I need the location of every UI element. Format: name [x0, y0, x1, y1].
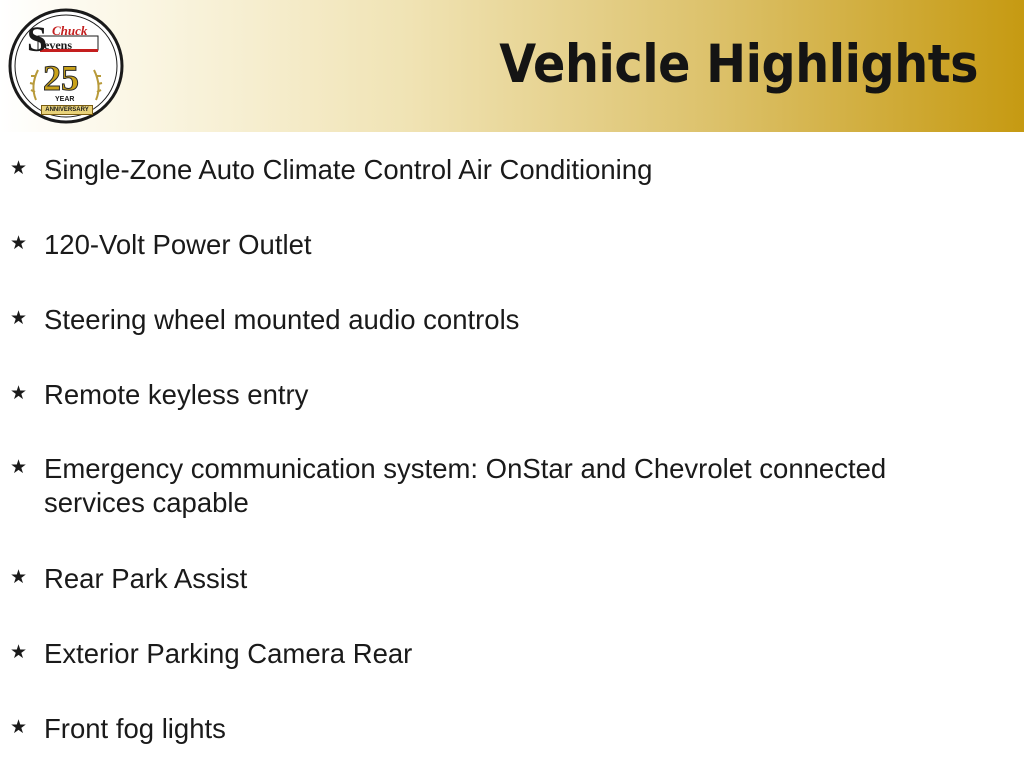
- highlight-text: 120-Volt Power Outlet: [44, 229, 312, 260]
- logo-last-name: tevens: [40, 38, 72, 52]
- highlight-text: Single-Zone Auto Climate Control Air Conditioning: [44, 154, 653, 185]
- logo-anniversary-number: 25: [43, 58, 79, 98]
- star-icon: ★: [10, 157, 28, 179]
- highlight-text: Emergency communication system: OnStar and Chevrolet connected services capable: [44, 453, 887, 518]
- star-icon: ★: [10, 566, 28, 588]
- highlight-text: Remote keyless entry: [44, 379, 309, 410]
- highlight-text: Steering wheel mounted audio controls: [44, 304, 520, 335]
- highlight-text: Exterior Parking Camera Rear: [44, 638, 413, 669]
- highlight-text: Front fog lights: [44, 713, 226, 744]
- logo-year-label: YEAR: [55, 96, 75, 103]
- star-icon: ★: [10, 641, 28, 663]
- header-banner: [0, 0, 1024, 132]
- star-icon: ★: [10, 307, 28, 329]
- star-icon: ★: [10, 456, 28, 478]
- dealer-logo: [8, 8, 124, 124]
- star-icon: ★: [10, 232, 28, 254]
- star-icon: ★: [10, 716, 28, 738]
- logo-initial: S: [27, 19, 48, 59]
- logo-wordmark: [8, 8, 124, 124]
- logo-anniversary-ribbon: ANNIVERSARY: [41, 105, 93, 115]
- logo-first-name: Chuck: [52, 23, 88, 38]
- highlight-text: Rear Park Assist: [44, 563, 248, 594]
- star-icon: ★: [10, 382, 28, 404]
- page-title: Vehicle Highlights: [499, 34, 978, 95]
